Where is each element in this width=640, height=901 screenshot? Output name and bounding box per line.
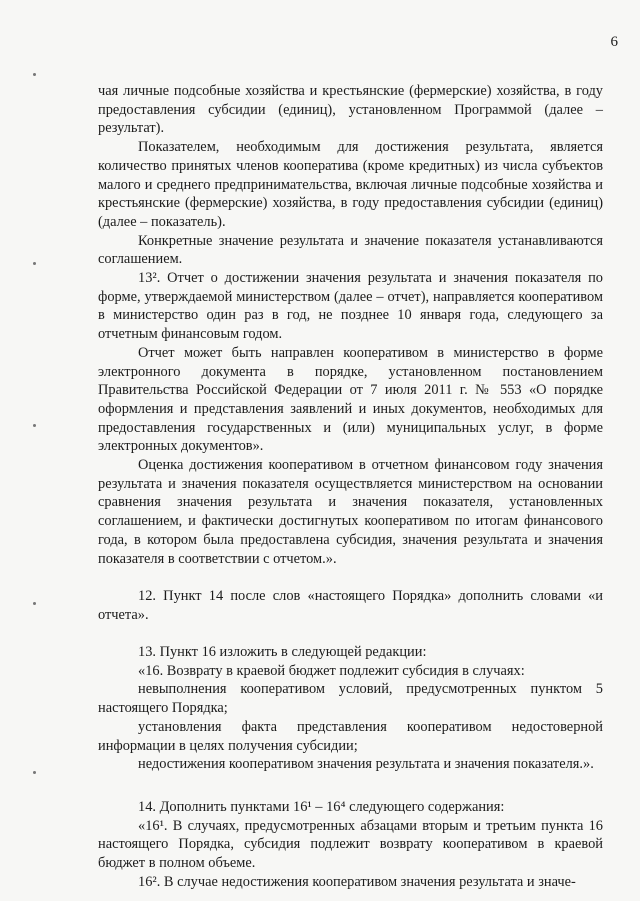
paragraph: Конкретные значение результата и значение показателя устанавливаются соглашением.	[98, 232, 603, 268]
paragraph: Оценка достижения кооперативом в отчетном финансовом году значения результата и значения показателя осуществляется министерством на основании сравнения значения результата и значения показателя, установленных соглашением, и фактически достигнутых кооперативом по итогам финансового года, в котором была предоставлена субсидия, значения результата и значения показателя в соответствии с отчетом.».	[98, 457, 603, 567]
paragraph: «16. Возврату в краевой бюджет подлежит субсидия в случаях:	[138, 662, 525, 679]
margin-mark	[33, 73, 36, 76]
paragraph: Показателем, необходимым для достижения результата, является количество принятых членов кооператива (кроме кредитных) из числа субъектов малого и среднего предпринимательства, включая личные подсобные хозяйства и крестьянские (фермерские) хозяйства, в году предоставления субсидии (единиц) (далее – показатель).	[98, 139, 603, 230]
paragraph: «16¹. В случаях, предусмотренных абзацами вторым и третьим пункта 16 настоящего Порядка, субсидия подлежит возврату кооперативом в краевой бюджет в полном объеме.	[98, 817, 603, 872]
paragraph: 16². В случае недостижения кооперативом значения результата и значе-	[138, 873, 576, 890]
margin-mark	[33, 424, 36, 427]
margin-mark	[33, 602, 36, 605]
document-body	[98, 82, 603, 892]
paragraph: 12. Пункт 14 после слов «настоящего Порядка» дополнить словами «и отчета».	[98, 587, 603, 623]
paragraph: недостижения кооперативом значения результата и значения показателя.».	[138, 756, 594, 773]
page-number: 6	[610, 34, 618, 50]
paragraph: 13. Пункт 16 изложить в следующей редакции:	[138, 644, 427, 661]
paragraph: 14. Дополнить пунктами 16¹ – 16⁴ следующего содержания:	[138, 798, 505, 815]
paragraph: Отчет может быть направлен кооперативом в министерство в форме электронного документа в порядке, установленном постановлением Правительства Российской Федерации от 7 июля 2011 г. № 553 «О порядке оформления и представления заявлений и иных документов, необходимых для предоставления государственных и (или) муниципальных услуг, в форме электронных документов».	[98, 344, 603, 455]
margin-mark	[33, 262, 36, 265]
paragraph: невыполнения кооперативом условий, предусмотренных пунктом 5 настоящего Порядка;	[98, 681, 603, 717]
paragraph: чая личные подсобные хозяйства и крестьянские (фермерские) хозяйства, в году предоставления субсидии (единиц), установленном Программой (далее – результат).	[98, 83, 603, 137]
paragraph: установления факта представления кооперативом недостоверной информации в целях получения субсидии;	[98, 718, 603, 754]
paragraph: 13². Отчет о достижении значения результата и значения показателя по форме, утверждаемой министерством (далее – отчет), направляется кооперативом в министерство один раз в год, не позднее 10 января года, следующего за отчетным финансовым годом.	[98, 270, 603, 343]
margin-mark	[33, 771, 36, 774]
